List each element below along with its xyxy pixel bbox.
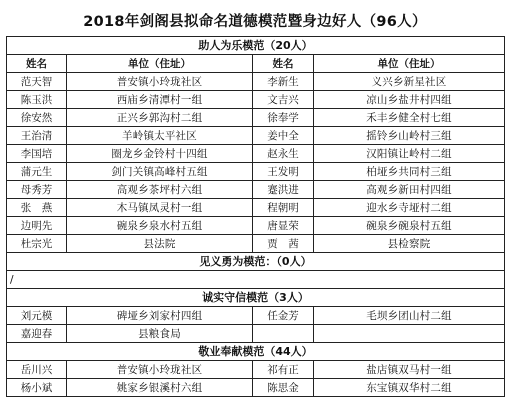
person-unit: 正兴乡郭沟村二组 [67, 109, 253, 127]
person-name: 贾 茜 [253, 235, 314, 253]
person-name: 嘉迎春 [7, 325, 67, 343]
person-unit: 迎水乡寺垭村二组 [314, 199, 505, 217]
person-name: 李新生 [253, 73, 314, 91]
person-name: 姜中全 [253, 127, 314, 145]
person-name: 陈玉洪 [7, 91, 67, 109]
person-unit: 碗泉乡碗泉村五组 [314, 217, 505, 235]
header-unit: 单位（住址） [314, 55, 505, 73]
honor-roll-table [6, 36, 505, 397]
person-unit: 义兴乡新星社区 [314, 73, 505, 91]
table-row [7, 181, 505, 199]
document-title: 2018年剑阁县拟命名道德模范暨身边好人（96人） [83, 14, 427, 30]
person-unit: 东宝镇双华村二组 [314, 379, 505, 397]
table-row [7, 163, 505, 181]
person-unit: 高观乡茶坪村六组 [67, 181, 253, 199]
column-header-row [7, 55, 505, 73]
person-name: 岳川兴 [7, 361, 67, 379]
table-row [7, 307, 505, 325]
header-name: 姓名 [253, 55, 314, 73]
person-unit: 羊岭镇太平社区 [67, 127, 253, 145]
table-row [7, 109, 505, 127]
section-title-chengxin: 诚实守信模范（3人） [7, 289, 505, 307]
person-unit: 普安镇小玲珑社区 [67, 361, 253, 379]
person-unit: 碗泉乡泉水村五组 [67, 217, 253, 235]
person-name: 任金芳 [253, 307, 314, 325]
section-header-row [7, 289, 505, 307]
person-name: 唐显荣 [253, 217, 314, 235]
header-unit: 单位（住址） [67, 55, 253, 73]
person-name: 杨小斌 [7, 379, 67, 397]
person-unit: 木马镇凤灵村一组 [67, 199, 253, 217]
person-unit: 普安镇小玲珑社区 [67, 73, 253, 91]
person-unit: 摇铃乡山岭村三组 [314, 127, 505, 145]
person-name: 边明先 [7, 217, 67, 235]
person-unit: 县粮食局 [67, 325, 253, 343]
table-row [7, 379, 505, 397]
person-name: 李国培 [7, 145, 67, 163]
table-row [7, 217, 505, 235]
person-name: 陈思金 [253, 379, 314, 397]
person-unit: 西庙乡清潭村一组 [67, 91, 253, 109]
person-name: 文吉兴 [253, 91, 314, 109]
table-row [7, 199, 505, 217]
person-name: 徐安然 [7, 109, 67, 127]
person-name: 蒲元生 [7, 163, 67, 181]
table-row [7, 127, 505, 145]
person-unit: 凉山乡盐井村四组 [314, 91, 505, 109]
person-unit: 县检察院 [314, 235, 505, 253]
person-name: 刘元模 [7, 307, 67, 325]
person-unit: 汉阳镇让岭村二组 [314, 145, 505, 163]
section-title-jianyi: 见义勇为模范：（0人） [7, 253, 505, 271]
table-row [7, 361, 505, 379]
section-header-row [7, 253, 505, 271]
header-name: 姓名 [7, 55, 67, 73]
person-name: 王发明 [253, 163, 314, 181]
section-header-row [7, 37, 505, 55]
person-unit: 盐店镇双马村一组 [314, 361, 505, 379]
person-unit: 碑垭乡刘家村四组 [67, 307, 253, 325]
table-row [7, 325, 505, 343]
person-unit: 县法院 [67, 235, 253, 253]
section-title-zhuren: 助人为乐模范（20人） [7, 37, 505, 55]
person-unit: 毛坝乡团山村二组 [314, 307, 505, 325]
person-name: 赵永生 [253, 145, 314, 163]
person-name: 程朝明 [253, 199, 314, 217]
table-row [7, 73, 505, 91]
person-unit [314, 325, 505, 343]
empty-placeholder: / [7, 271, 505, 289]
person-unit: 姚家乡银溪村六组 [67, 379, 253, 397]
table-row [7, 235, 505, 253]
section-header-row [7, 343, 505, 361]
person-name: 蹇洪进 [253, 181, 314, 199]
person-name: 张 燕 [7, 199, 67, 217]
person-unit: 圈龙乡金铃村十四组 [67, 145, 253, 163]
person-name: 王治清 [7, 127, 67, 145]
person-unit: 禾丰乡健全村七组 [314, 109, 505, 127]
person-name [253, 325, 314, 343]
person-name: 徐奉学 [253, 109, 314, 127]
section-title-jingye: 敬业奉献模范（44人） [7, 343, 505, 361]
table-row [7, 271, 505, 289]
table-row [7, 91, 505, 109]
table-row [7, 145, 505, 163]
person-unit: 剑门关镇高峰村五组 [67, 163, 253, 181]
person-name: 范天智 [7, 73, 67, 91]
person-unit: 高观乡新田村四组 [314, 181, 505, 199]
person-name: 祁有正 [253, 361, 314, 379]
person-name: 杜宗光 [7, 235, 67, 253]
person-unit: 柏垭乡共同村三组 [314, 163, 505, 181]
person-name: 母秀芳 [7, 181, 67, 199]
